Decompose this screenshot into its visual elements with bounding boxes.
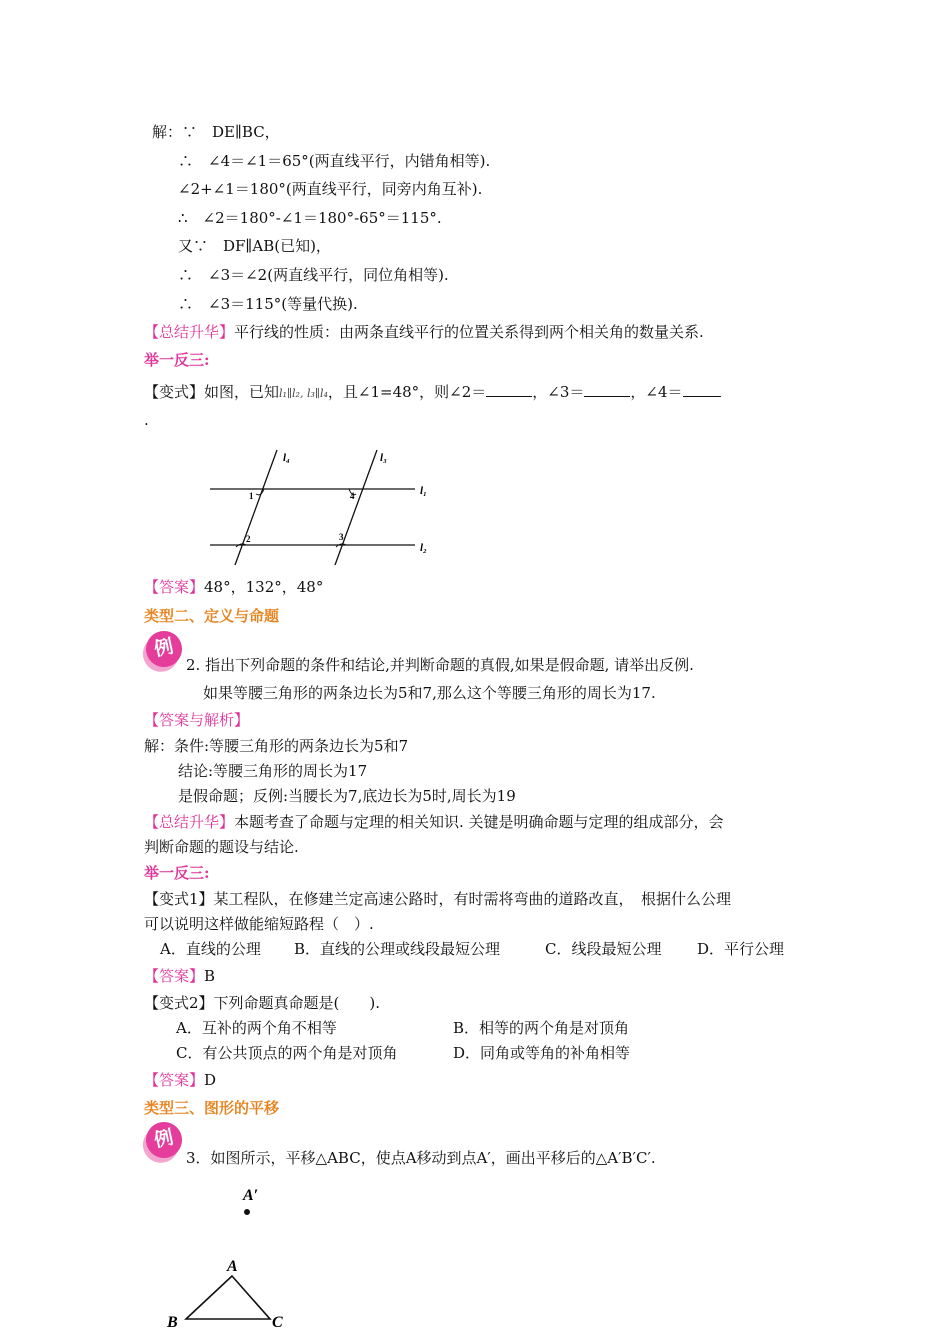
variant-end: . [144,411,149,429]
angle-label-2: 2 [246,534,251,544]
variant3-tag: 【变式2】 [144,994,214,1012]
variant2-option-c: C．线段最短公理 [545,940,662,958]
solution1-line7: ∴ ∠3＝115°(等量代换). [178,295,358,313]
variant2-text2: 可以说明这样做能缩短路程（ ）. [144,915,374,933]
solution1-line1: 解：∵ DE∥BC， [152,123,280,141]
variant3-option-a: A．互补的两个角不相等 [176,1019,337,1037]
answer2-tag: 【答案】 [144,967,205,985]
label-l3: l₃ [380,452,387,464]
variant3-option-d: D．同角或等角的补角相等 [453,1044,631,1062]
variant2 [144,889,731,909]
answer-analysis-tag: 【答案与解析】 [144,711,250,729]
label-a-prime: A′ [243,1187,259,1204]
label-c: C [272,1314,283,1331]
example-badge: 例 [143,628,186,671]
angle-label-4: 4 [350,491,355,501]
type2-heading: 类型二、定义与命题 [144,607,280,625]
variant-sep4: ，∠4＝ [630,383,683,401]
variant3-text: 下列命题真命题是( ). [213,994,381,1012]
solution1-line3: ∠2+∠1＝180°(两直线平行，同旁内角互补). [178,180,483,198]
variant-mid: ，且∠1=48°，则∠2＝ [327,383,487,401]
variant3-option-c: C．有公共顶点的两个角是对顶角 [176,1044,398,1062]
example3-question: 3．如图所示，平移△ABC，使点A移动到点A′，画出平移后的△A′B′C′. [186,1149,656,1167]
variant-sep3: ，∠3＝ [532,383,585,401]
answer-blank-4[interactable] [683,382,721,397]
summary2-text2: 判断命题的题设与结论. [144,838,299,856]
solution1-line4: ∴ ∠2＝180°-∠1＝180°-65°＝115°. [178,209,442,227]
label-l4: l₄ [283,452,290,464]
solution2-line3: 是假命题；反例:当腰长为7,底边长为5时,周长为19 [178,787,516,805]
variant2-text: 某工程队，在修建兰定高速公路时，有时需将弯曲的道路改直， 根据什么公理 [213,890,732,908]
label-a: A [227,1258,238,1275]
variant-condition: l₁∥l₂, l₃∥l₄ [279,387,328,400]
variant2-tag: 【变式1】 [144,890,214,908]
solution2-line2: 结论:等腰三角形的周长为17 [178,762,368,780]
answer-tag: 【答案】 [144,578,205,596]
answer-text: 48°，132°，48° [204,578,324,596]
type3-heading: 类型三、图形的平移 [144,1099,280,1117]
summary2-text: 本题考查了命题与定理的相关知识. 关键是明确命题与定理的组成部分，会 [234,813,724,831]
summary2-tag: 【总结升华】 [144,813,235,831]
answer2 [144,966,215,986]
practice-title-2: 举一反三: [144,864,210,882]
summary-tag: 【总结升华】 [144,323,235,341]
variant1 [144,382,721,404]
label-l1: l₁ [420,485,427,497]
variant3-option-b: B．相等的两个角是对顶角 [453,1019,630,1037]
example2-question: 2. 指出下列命题的条件和结论,并判断命题的真假,如果是假命题, 请举出反例. [186,656,694,674]
label-b: B [167,1314,178,1331]
variant2-option-a: A．直线的公理 [160,940,261,958]
summary2 [144,812,724,832]
example2-statement: 如果等腰三角形的两条边长为5和7,那么这个等腰三角形的周长为17. [203,684,656,702]
variant2-option-b: B．直线的公理或线段最短公理 [294,940,501,958]
triangle-figure [160,1182,300,1334]
answer3-text: D [204,1071,217,1089]
solution1-line2: ∴ ∠4＝∠1＝65°(两直线平行，内错角相等). [178,152,491,170]
answer3 [144,1070,216,1090]
point-a-prime [244,1209,250,1215]
solution2-line1: 解：条件:等腰三角形的两条边长为5和7 [144,737,409,755]
solution1-line6: ∴ ∠3＝∠2(两直线平行，同位角相等). [178,266,449,284]
answer1 [144,577,323,597]
variant-pre: 如图，已知 [204,383,280,401]
variant3 [144,993,380,1013]
example-badge-3: 例 [143,1119,186,1162]
angle-label-3: 3 [339,532,344,542]
variant2-option-d: D．平行公理 [697,940,785,958]
answer-blank-3[interactable] [584,382,630,397]
answer2-text: B [204,967,216,985]
summary1 [144,322,704,342]
variant-tag: 【变式】 [144,383,205,401]
label-l2: l₂ [420,542,427,554]
angle-label-1: 1 [249,491,254,501]
answer3-tag: 【答案】 [144,1071,205,1089]
answer-blank-2[interactable] [486,382,532,397]
summary-text: 平行线的性质：由两条直线平行的位置关系得到两个相关角的数量关系. [234,323,704,341]
solution1-line5: 又∵ DF∥AB(已知)， [178,237,331,255]
practice-title: 举一反三: [144,351,210,369]
parallel-lines-figure [200,445,440,570]
